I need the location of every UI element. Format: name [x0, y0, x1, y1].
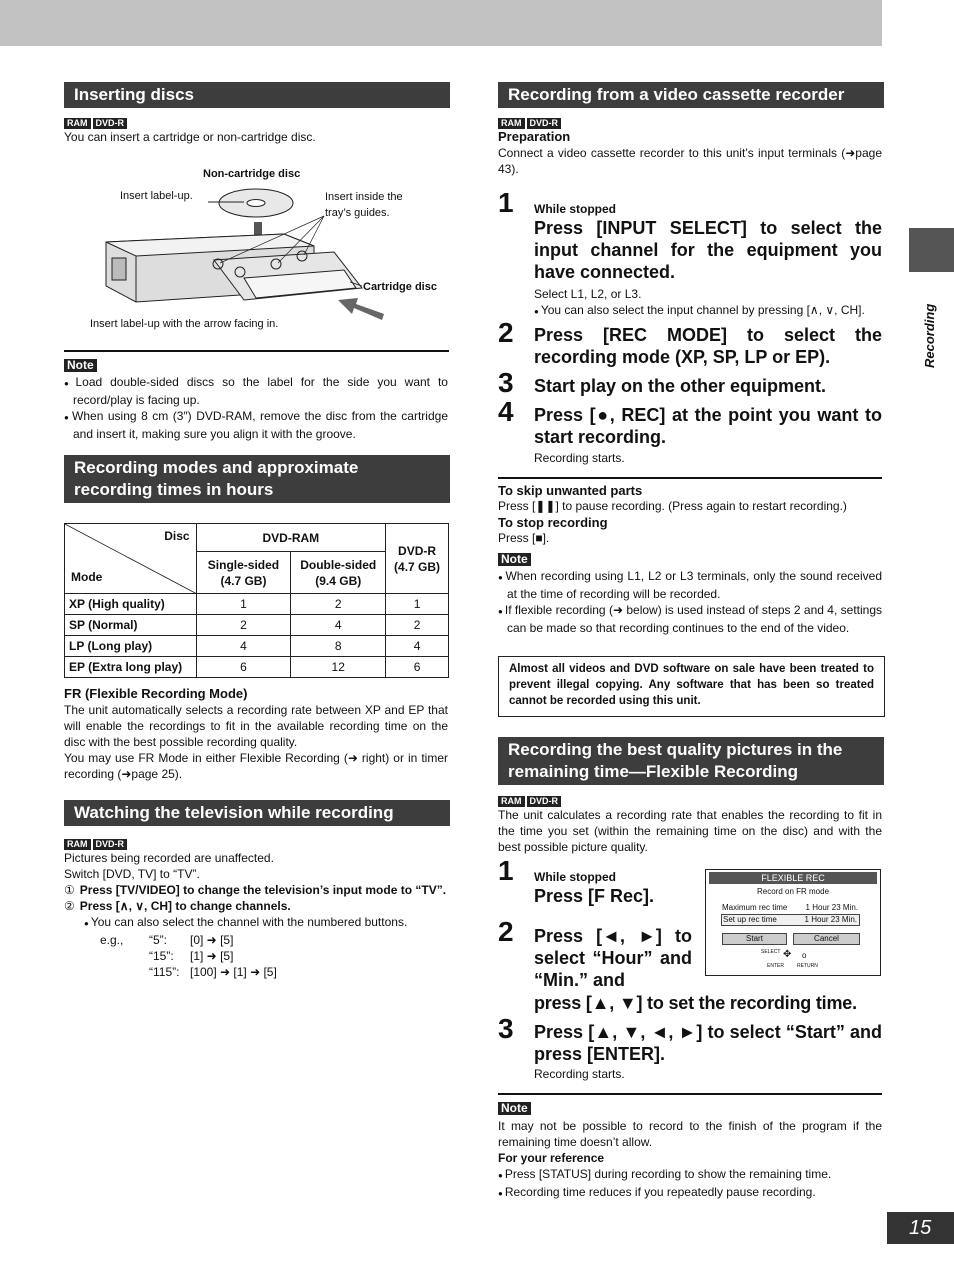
flex-step-2-number: 2 [498, 916, 514, 947]
vcr-step-3-text: Start play on the other equipment. [534, 376, 827, 396]
reference-list [498, 1166, 882, 1202]
badge-row: RAM DVD-R [498, 114, 563, 130]
fig-arrow-label: Insert label-up with the arrow facing in. [90, 318, 279, 330]
flex-step-2-text: Press [◄, ►] to select “Hour” and “Min.” and [534, 926, 692, 990]
fr-title: FR (Flexible Recording Mode) [64, 686, 248, 701]
dpad-icon: ✥ [783, 949, 792, 960]
fig-noncart-label: Non-cartridge disc [203, 168, 301, 180]
page-number: 15 [887, 1212, 954, 1244]
vcr-step-4-text: Press [●, REC] at the point you want to start recording. [534, 405, 882, 447]
double-sided-header: Double-sided (9.4 GB) [291, 552, 386, 594]
dvdram-header: DVD-RAM [196, 524, 386, 552]
recording-modes-heading: Recording modes and approximate recording times in hours [64, 455, 450, 503]
list-item: ● Recording time reduces if you repeatedly pause recording. [498, 1184, 882, 1202]
single-sided-header: Single-sided (4.7 GB) [196, 552, 291, 594]
watching-step-1: ① Press [TV/VIDEO] to change the television’s input mode to “TV”. [64, 883, 447, 897]
fr-text: The unit automatically selects a recording rate between XP and EP that will enable the recordings to fit in the available recording time on the disc with the best possible recording quality. You may use FR Mode in either Flexible Recording (➜ right) or in timer recording (➜page 25). [64, 703, 448, 781]
copy-protection-warning: Almost all videos and DVD software on sale have been treated to prevent illegal copying. Any software that has been so treated cannot be recorded using this unit. [498, 656, 885, 717]
vcr-note-label: Note [498, 551, 531, 567]
inserting-intro: You can insert a cartridge or non-cartridge disc. [64, 130, 316, 144]
flexible-recording-heading: Recording the best quality pictures in the remaining time—Flexible Recording [498, 737, 884, 785]
flex-divider [498, 1093, 882, 1095]
table-corner-cell [65, 524, 197, 594]
return-icon: o [802, 951, 807, 960]
vcr-step-1-condition: While stopped [534, 202, 616, 216]
vcr-step-4-number: 4 [498, 396, 514, 427]
vcr-step-1-number: 1 [498, 187, 514, 218]
flex-step-1-text: Press [F Rec]. [534, 886, 655, 906]
screen-title: FLEXIBLE REC [709, 872, 877, 884]
preparation-title: Preparation [498, 129, 571, 144]
vcr-step-2-number: 2 [498, 317, 514, 348]
note-item: ● Load double-sided discs so the label for the side you want to record/play is facing up. [64, 374, 448, 408]
flex-step-2-text-continued: press [▲, ▼] to set the recording time. [534, 993, 857, 1013]
note-item: ● When recording using L1, L2 or L3 terminals, only the sound received at the time of recording will be recorded. [498, 568, 882, 602]
note-label: Note [64, 357, 97, 373]
badge-row: RAM DVD-R [64, 835, 129, 851]
skip-text: Press [❚❚] to pause recording. (Press again to restart recording.) [498, 499, 847, 513]
watching-tv-heading: Watching the television while recording [64, 800, 450, 826]
mode-header: Mode [71, 570, 103, 584]
top-banner [0, 0, 882, 46]
flex-step-1-number: 1 [498, 855, 514, 886]
flexible-intro: The unit calculates a recording rate that enables the recording to fit in the time you set (within the remaining time on the disc) and with the best possible picture quality. [498, 808, 882, 854]
flex-step-3-number: 3 [498, 1013, 514, 1044]
disc-header: Disc [164, 529, 190, 543]
vcr-step-1-sub: Select L1, L2, or L3. ● You can also select the input channel by pressing [∧, ∨, CH]. [534, 286, 884, 320]
section-side-label: Recording [922, 303, 937, 368]
insert-disc-illustration [64, 160, 450, 340]
recording-times-table [64, 523, 449, 678]
vcr-divider [498, 477, 882, 479]
note-divider [64, 350, 449, 352]
badge-row [64, 114, 129, 130]
fig-inside-guides: Insert inside the tray’s guides. [325, 191, 403, 219]
table-row: EP (Extra long play) 6 12 6 [65, 657, 449, 678]
cancel-button[interactable]: Cancel [793, 933, 860, 945]
vcr-recording-heading: Recording from a video cassette recorder [498, 82, 884, 108]
watching-bullet: ● You can also select the channel with the numbered buttons. [64, 914, 448, 932]
flex-step-3-text: Press [▲, ▼, ◄, ►] to select “Start” and press [ENTER]. [534, 1022, 882, 1064]
list-item: ● Press [STATUS] during recording to show the remaining time. [498, 1166, 882, 1184]
screen-buttons [722, 933, 858, 947]
stop-text: Press [■]. [498, 531, 550, 545]
channel-examples: e.g., “5”: [0] ➜ [5] “15”: [1] ➜ [5] “115”: [100] ➜ [1] ➜ [5] [100, 933, 277, 979]
badge-row: RAM DVD-R [498, 792, 563, 808]
watching-body: Pictures being recorded are unaffected. Switch [DVD, TV] to “TV”. ① Press [TV/VIDEO] to change the television’s input mode to “TV”. ② Press [∧, ∨, CH] to change channels. ● You can also select the channel with the numbered buttons. e.g., “5”: [0] ➜ [5] “15”: [1] ➜ [5] “115”: [100] ➜ [1] ➜ [5] [64, 850, 448, 980]
watching-step-2: ② Press [∧, ∨, CH] to change channels. [64, 899, 291, 913]
set-rec-time-field[interactable]: Set up rec time 1 Hour 23 Min. [721, 914, 860, 926]
stop-title: To stop recording [498, 515, 608, 530]
table-row: XP (High quality) 1 2 1 [65, 594, 449, 615]
ram-badge: RAM [64, 118, 91, 129]
start-button[interactable]: Start [722, 933, 787, 945]
fig-cart-label: Cartridge disc [363, 281, 437, 293]
inserting-notes [64, 374, 448, 442]
flex-step-1-condition: While stopped [534, 870, 616, 884]
vcr-step-2-text: Press [REC MODE] to select the recording mode (XP, SP, LP or EP). [534, 325, 882, 367]
skip-title: To skip unwanted parts [498, 483, 643, 498]
flex-step-3-sub: Recording starts. [534, 1067, 625, 1081]
screen-times: Maximum rec time 1 Hour 23 Min. Set up rec time 1 Hour 23 Min. [722, 903, 858, 924]
note-item: ● If flexible recording (➜ below) is used instead of steps 2 and 4, settings can be made so that recording continues to the end of the video. [498, 602, 882, 636]
screen-controls: SELECT ✥ o ENTER RETURN [761, 949, 818, 969]
table-row: LP (Long play) 4 8 4 [65, 636, 449, 657]
flexible-rec-screen [705, 869, 881, 976]
vcr-step-1-text: Press [INPUT SELECT] to select the input channel for the equipment you have connected. [534, 218, 882, 282]
section-tab [909, 228, 954, 272]
inserting-discs-heading: Inserting discs [64, 82, 450, 108]
vcr-step-3-number: 3 [498, 367, 514, 398]
screen-subtitle: Record on FR mode [756, 887, 830, 896]
flex-note-text: It may not be possible to record to the finish of the program if the remaining time doesn’t allow. [498, 1119, 882, 1149]
reference-title: For your reference [498, 1151, 605, 1165]
vcr-notes [498, 568, 882, 636]
note-item: ● When using 8 cm (3″) DVD-RAM, remove the disc from the cartridge and insert it, making sure you align it with the groove. [64, 408, 448, 442]
vcr-step-4-sub: Recording starts. [534, 451, 625, 465]
table-row: SP (Normal) 2 4 2 [65, 615, 449, 636]
dvdr-header: DVD-R (4.7 GB) [386, 524, 449, 594]
preparation-text: Connect a video cassette recorder to this unit’s input terminals (➜page 43). [498, 146, 882, 176]
recorder-drawing [64, 160, 450, 340]
fig-label-up: Insert label-up. [120, 190, 193, 202]
flex-note-label: Note [498, 1100, 531, 1116]
dvdr-badge: DVD-R [93, 118, 128, 129]
